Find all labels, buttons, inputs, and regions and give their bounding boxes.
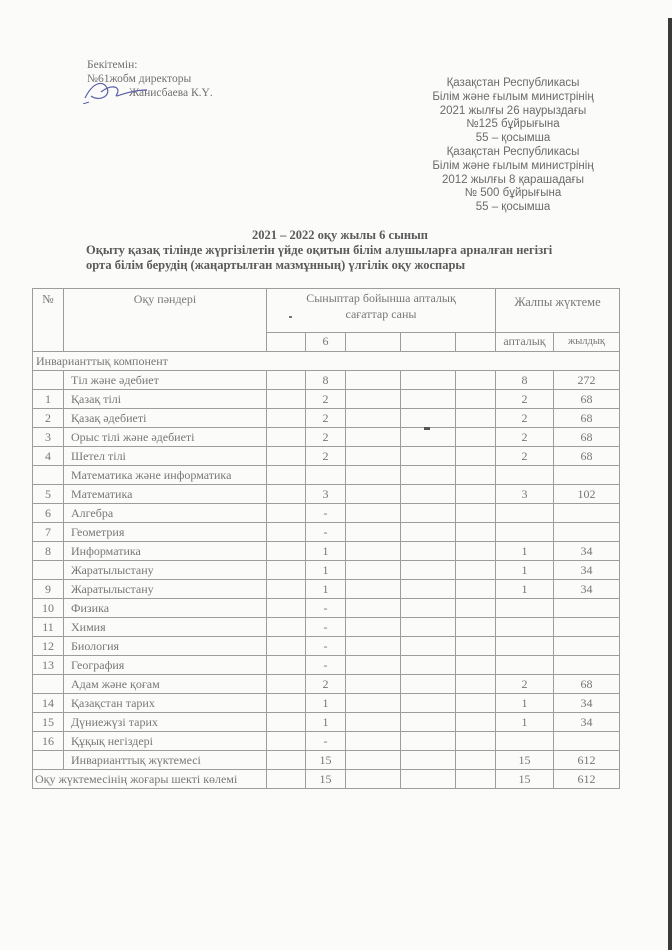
row-number bbox=[33, 561, 64, 580]
header-yearly: жылдық bbox=[554, 333, 620, 352]
cell-empty bbox=[346, 447, 401, 466]
row-weekly bbox=[496, 656, 554, 675]
row-grade-6: - bbox=[306, 599, 346, 618]
title-year: 2021 – 2022 оқу жылы 6 сынып bbox=[251, 228, 429, 242]
row-yearly: 68 bbox=[554, 409, 620, 428]
row-subject: География bbox=[64, 656, 267, 675]
cell-empty bbox=[267, 656, 306, 675]
cell-empty bbox=[456, 675, 496, 694]
row-number: 13 bbox=[33, 656, 64, 675]
row-yearly: 68 bbox=[554, 447, 620, 466]
row-yearly: 68 bbox=[554, 675, 620, 694]
row-subject: Қазақ әдебиеті bbox=[64, 409, 267, 428]
table-row bbox=[33, 694, 620, 713]
cell-empty bbox=[401, 637, 456, 656]
row-weekly: 2 bbox=[496, 428, 554, 447]
cell-empty bbox=[401, 390, 456, 409]
cell-empty bbox=[267, 770, 306, 789]
scan-speck bbox=[289, 316, 292, 318]
row-subject: Химия bbox=[64, 618, 267, 637]
cell-empty bbox=[346, 599, 401, 618]
row-weekly bbox=[496, 523, 554, 542]
cell-empty bbox=[456, 485, 496, 504]
row-number: 3 bbox=[33, 428, 64, 447]
cell-empty bbox=[456, 390, 496, 409]
decree-line: 55 – қосымша bbox=[475, 132, 551, 145]
row-grade-6: 3 bbox=[306, 485, 346, 504]
row-subject: Математика bbox=[64, 485, 267, 504]
cell-empty bbox=[456, 542, 496, 561]
row-weekly: 1 bbox=[496, 580, 554, 599]
cell-empty bbox=[456, 618, 496, 637]
header-grade-empty bbox=[267, 333, 306, 352]
row-yearly: 612 bbox=[554, 751, 620, 770]
row-yearly bbox=[554, 618, 620, 637]
row-subject: Биология bbox=[64, 637, 267, 656]
row-yearly: 68 bbox=[554, 390, 620, 409]
cell-empty bbox=[401, 751, 456, 770]
cell-empty bbox=[267, 580, 306, 599]
row-subject: Адам және қоғам bbox=[64, 675, 267, 694]
row-grade-6: 8 bbox=[306, 371, 346, 390]
row-grade-6: - bbox=[306, 523, 346, 542]
cell-empty bbox=[401, 428, 456, 447]
row-subject: Информатика bbox=[64, 542, 267, 561]
cell-empty bbox=[267, 504, 306, 523]
cell-empty bbox=[346, 485, 401, 504]
row-subject: Тіл және әдебиет bbox=[64, 371, 267, 390]
row-subject: Геометрия bbox=[64, 523, 267, 542]
cell-empty bbox=[346, 390, 401, 409]
header-grade-empty bbox=[346, 333, 401, 352]
cell-empty bbox=[456, 561, 496, 580]
header-weekly: апталық bbox=[496, 333, 554, 352]
cell-empty bbox=[456, 694, 496, 713]
decree-line: Білім және ғылым министрінің bbox=[432, 159, 594, 172]
cell-empty bbox=[401, 618, 456, 637]
cell-empty bbox=[456, 371, 496, 390]
row-grade-6: 1 bbox=[306, 713, 346, 732]
decree-block bbox=[408, 77, 618, 215]
cell-empty bbox=[401, 675, 456, 694]
row-number: 14 bbox=[33, 694, 64, 713]
row-grade-6: 1 bbox=[306, 542, 346, 561]
header-grade-empty bbox=[456, 333, 496, 352]
table-row bbox=[33, 466, 620, 485]
title-line-3: орта білім берудің (жаңартылған мазмұнның) үлгілік оқу жоспары bbox=[86, 258, 466, 272]
scan-speck bbox=[424, 427, 430, 430]
cell-empty bbox=[267, 371, 306, 390]
cell-empty bbox=[401, 561, 456, 580]
cell-empty bbox=[346, 732, 401, 751]
table-row bbox=[33, 713, 620, 732]
decree-line: Қазақстан Республикасы bbox=[446, 145, 580, 158]
cell-empty bbox=[267, 485, 306, 504]
footer-weekly: 15 bbox=[496, 770, 554, 789]
table-row bbox=[33, 485, 620, 504]
cell-empty bbox=[456, 428, 496, 447]
row-weekly bbox=[496, 618, 554, 637]
row-weekly: 2 bbox=[496, 409, 554, 428]
cell-empty bbox=[267, 637, 306, 656]
cell-empty bbox=[267, 428, 306, 447]
decree-line: Білім және ғылым министрінің bbox=[432, 90, 594, 103]
approval-position: №61жобм директоры bbox=[87, 73, 192, 85]
table-row bbox=[33, 675, 620, 694]
decree-line: 2012 жылғы 8 қарашадағы bbox=[441, 173, 585, 186]
row-subject: Қазақстан тарих bbox=[64, 694, 267, 713]
cell-empty bbox=[401, 732, 456, 751]
approval-block bbox=[87, 58, 213, 100]
cell-empty bbox=[267, 732, 306, 751]
cell-empty bbox=[346, 428, 401, 447]
curriculum-table bbox=[32, 288, 620, 789]
header-subjects: Оқу пәндері bbox=[64, 289, 267, 352]
footer-yearly: 612 bbox=[554, 770, 620, 789]
cell-empty bbox=[346, 409, 401, 428]
table-row bbox=[33, 371, 620, 390]
row-number bbox=[33, 751, 64, 770]
row-weekly: 1 bbox=[496, 694, 554, 713]
row-yearly bbox=[554, 732, 620, 751]
section-row bbox=[33, 352, 620, 371]
row-number: 11 bbox=[33, 618, 64, 637]
row-subject: Қазақ тілі bbox=[64, 390, 267, 409]
document-title bbox=[70, 228, 610, 273]
cell-empty bbox=[456, 466, 496, 485]
row-yearly: 272 bbox=[554, 371, 620, 390]
table-row bbox=[33, 637, 620, 656]
row-yearly: 34 bbox=[554, 694, 620, 713]
table-row bbox=[33, 504, 620, 523]
header-total-load: Жалпы жүктеме bbox=[496, 289, 620, 333]
table-row bbox=[33, 523, 620, 542]
cell-empty bbox=[456, 409, 496, 428]
table-row bbox=[33, 580, 620, 599]
title-line-2: Оқыту қазақ тілінде жүргізілетін үйде оқитын білім алушыларға арналған негізгі bbox=[86, 243, 553, 257]
row-weekly: 3 bbox=[496, 485, 554, 504]
row-number: 5 bbox=[33, 485, 64, 504]
row-grade-6: 1 bbox=[306, 694, 346, 713]
cell-empty bbox=[346, 371, 401, 390]
cell-empty bbox=[267, 751, 306, 770]
cell-empty bbox=[456, 447, 496, 466]
row-yearly bbox=[554, 599, 620, 618]
table-row bbox=[33, 599, 620, 618]
cell-empty bbox=[401, 371, 456, 390]
row-yearly: 34 bbox=[554, 713, 620, 732]
cell-empty bbox=[401, 409, 456, 428]
row-subject: Алгебра bbox=[64, 504, 267, 523]
decree-line: № 500 бұйрығына bbox=[464, 187, 562, 200]
row-subject: Жаратылыстану bbox=[64, 561, 267, 580]
row-number: 16 bbox=[33, 732, 64, 751]
row-number bbox=[33, 371, 64, 390]
cell-empty bbox=[267, 694, 306, 713]
row-weekly: 2 bbox=[496, 390, 554, 409]
row-number: 10 bbox=[33, 599, 64, 618]
cell-empty bbox=[346, 637, 401, 656]
cell-empty bbox=[401, 599, 456, 618]
cell-empty bbox=[267, 409, 306, 428]
approval-title: Бекітемін: bbox=[87, 59, 138, 71]
row-weekly bbox=[496, 504, 554, 523]
cell-empty bbox=[346, 542, 401, 561]
cell-empty bbox=[267, 599, 306, 618]
cell-empty bbox=[456, 637, 496, 656]
row-subject: Дүниежүзі тарих bbox=[64, 713, 267, 732]
row-grade-6: 15 bbox=[306, 751, 346, 770]
scan-edge bbox=[668, 18, 672, 950]
row-number: 6 bbox=[33, 504, 64, 523]
row-grade-6: 2 bbox=[306, 428, 346, 447]
cell-empty bbox=[401, 713, 456, 732]
header-weekly-hours: Сыныптар бойынша апталық сағаттар саны bbox=[267, 289, 496, 333]
row-weekly: 2 bbox=[496, 675, 554, 694]
row-weekly bbox=[496, 599, 554, 618]
cell-empty bbox=[346, 751, 401, 770]
row-number: 12 bbox=[33, 637, 64, 656]
cell-empty bbox=[401, 466, 456, 485]
table-row bbox=[33, 618, 620, 637]
row-number: 1 bbox=[33, 390, 64, 409]
row-yearly bbox=[554, 656, 620, 675]
row-subject: Шетел тілі bbox=[64, 447, 267, 466]
table-row bbox=[33, 561, 620, 580]
footer-label: Оқу жүктемесінің жоғары шекті көлемі bbox=[33, 770, 267, 789]
row-grade-6: 2 bbox=[306, 675, 346, 694]
cell-empty bbox=[401, 447, 456, 466]
table-row bbox=[33, 428, 620, 447]
decree-line: №125 бұйрығына bbox=[466, 118, 560, 131]
cell-empty bbox=[401, 580, 456, 599]
row-number: 8 bbox=[33, 542, 64, 561]
cell-empty bbox=[346, 618, 401, 637]
footer-row bbox=[33, 770, 620, 789]
decree-line: 55 – қосымша bbox=[475, 201, 551, 214]
row-grade-6: - bbox=[306, 732, 346, 751]
header-grade-6: 6 bbox=[306, 333, 346, 352]
cell-empty bbox=[456, 713, 496, 732]
row-grade-6: - bbox=[306, 504, 346, 523]
cell-empty bbox=[267, 523, 306, 542]
cell-empty bbox=[456, 732, 496, 751]
row-subject: Физика bbox=[64, 599, 267, 618]
cell-empty bbox=[267, 447, 306, 466]
row-subject: Орыс тілі және әдебиеті bbox=[64, 428, 267, 447]
row-grade-6: 2 bbox=[306, 409, 346, 428]
row-grade-6: - bbox=[306, 656, 346, 675]
row-weekly: 8 bbox=[496, 371, 554, 390]
cell-empty bbox=[456, 580, 496, 599]
row-weekly: 1 bbox=[496, 713, 554, 732]
section-label: Инварианттық компонент bbox=[33, 352, 620, 371]
row-number: 7 bbox=[33, 523, 64, 542]
header-row bbox=[33, 289, 620, 333]
cell-empty bbox=[456, 523, 496, 542]
footer-grade-6: 15 bbox=[306, 770, 346, 789]
cell-empty bbox=[267, 618, 306, 637]
header-num: № bbox=[33, 289, 64, 352]
row-number bbox=[33, 675, 64, 694]
row-weekly: 1 bbox=[496, 542, 554, 561]
cell-empty bbox=[267, 713, 306, 732]
cell-empty bbox=[456, 656, 496, 675]
cell-empty bbox=[267, 542, 306, 561]
row-weekly bbox=[496, 637, 554, 656]
cell-empty bbox=[267, 390, 306, 409]
cell-empty bbox=[346, 656, 401, 675]
decree-line: Қазақстан Республикасы bbox=[446, 77, 580, 89]
decree-line: 2021 жылғы 26 наурыздағы bbox=[439, 104, 587, 117]
row-number bbox=[33, 466, 64, 485]
row-yearly bbox=[554, 637, 620, 656]
cell-empty bbox=[401, 504, 456, 523]
row-weekly: 1 bbox=[496, 561, 554, 580]
cell-empty bbox=[346, 466, 401, 485]
cell-empty bbox=[346, 561, 401, 580]
cell-empty bbox=[267, 561, 306, 580]
row-grade-6: 1 bbox=[306, 580, 346, 599]
row-number: 4 bbox=[33, 447, 64, 466]
row-subject: Инварианттық жүктемесі bbox=[64, 751, 267, 770]
cell-empty bbox=[346, 675, 401, 694]
cell-empty bbox=[267, 675, 306, 694]
table-row bbox=[33, 409, 620, 428]
row-yearly: 102 bbox=[554, 485, 620, 504]
table-row bbox=[33, 656, 620, 675]
cell-empty bbox=[401, 770, 456, 789]
cell-empty bbox=[401, 523, 456, 542]
table-row bbox=[33, 751, 620, 770]
signature-icon bbox=[81, 76, 151, 104]
row-weekly: 15 bbox=[496, 751, 554, 770]
row-grade-6: 2 bbox=[306, 390, 346, 409]
cell-empty bbox=[401, 656, 456, 675]
row-grade-6: - bbox=[306, 637, 346, 656]
row-yearly: 34 bbox=[554, 542, 620, 561]
cell-empty bbox=[346, 694, 401, 713]
row-weekly bbox=[496, 732, 554, 751]
cell-empty bbox=[267, 466, 306, 485]
row-weekly: 2 bbox=[496, 447, 554, 466]
row-grade-6: - bbox=[306, 618, 346, 637]
row-weekly bbox=[496, 466, 554, 485]
cell-empty bbox=[456, 770, 496, 789]
table-row bbox=[33, 390, 620, 409]
cell-empty bbox=[401, 485, 456, 504]
row-subject: Жаратылыстану bbox=[64, 580, 267, 599]
cell-empty bbox=[346, 523, 401, 542]
table-row bbox=[33, 542, 620, 561]
cell-empty bbox=[401, 542, 456, 561]
row-number: 15 bbox=[33, 713, 64, 732]
row-yearly bbox=[554, 523, 620, 542]
row-grade-6 bbox=[306, 466, 346, 485]
cell-empty bbox=[346, 770, 401, 789]
row-grade-6: 1 bbox=[306, 561, 346, 580]
cell-empty bbox=[346, 713, 401, 732]
table-row bbox=[33, 732, 620, 751]
cell-empty bbox=[346, 504, 401, 523]
row-yearly: 34 bbox=[554, 580, 620, 599]
row-grade-6: 2 bbox=[306, 447, 346, 466]
cell-empty bbox=[456, 751, 496, 770]
cell-empty bbox=[456, 504, 496, 523]
row-number: 9 bbox=[33, 580, 64, 599]
row-yearly: 68 bbox=[554, 428, 620, 447]
approval-name: Жанисбаева К.Ү. bbox=[129, 87, 213, 99]
header-grade-empty bbox=[401, 333, 456, 352]
row-subject: Құқық негіздері bbox=[64, 732, 267, 751]
row-yearly: 34 bbox=[554, 561, 620, 580]
table-row bbox=[33, 447, 620, 466]
cell-empty bbox=[346, 580, 401, 599]
row-subject: Математика және информатика bbox=[64, 466, 267, 485]
row-yearly bbox=[554, 504, 620, 523]
row-number: 2 bbox=[33, 409, 64, 428]
row-yearly bbox=[554, 466, 620, 485]
cell-empty bbox=[401, 694, 456, 713]
cell-empty bbox=[456, 599, 496, 618]
